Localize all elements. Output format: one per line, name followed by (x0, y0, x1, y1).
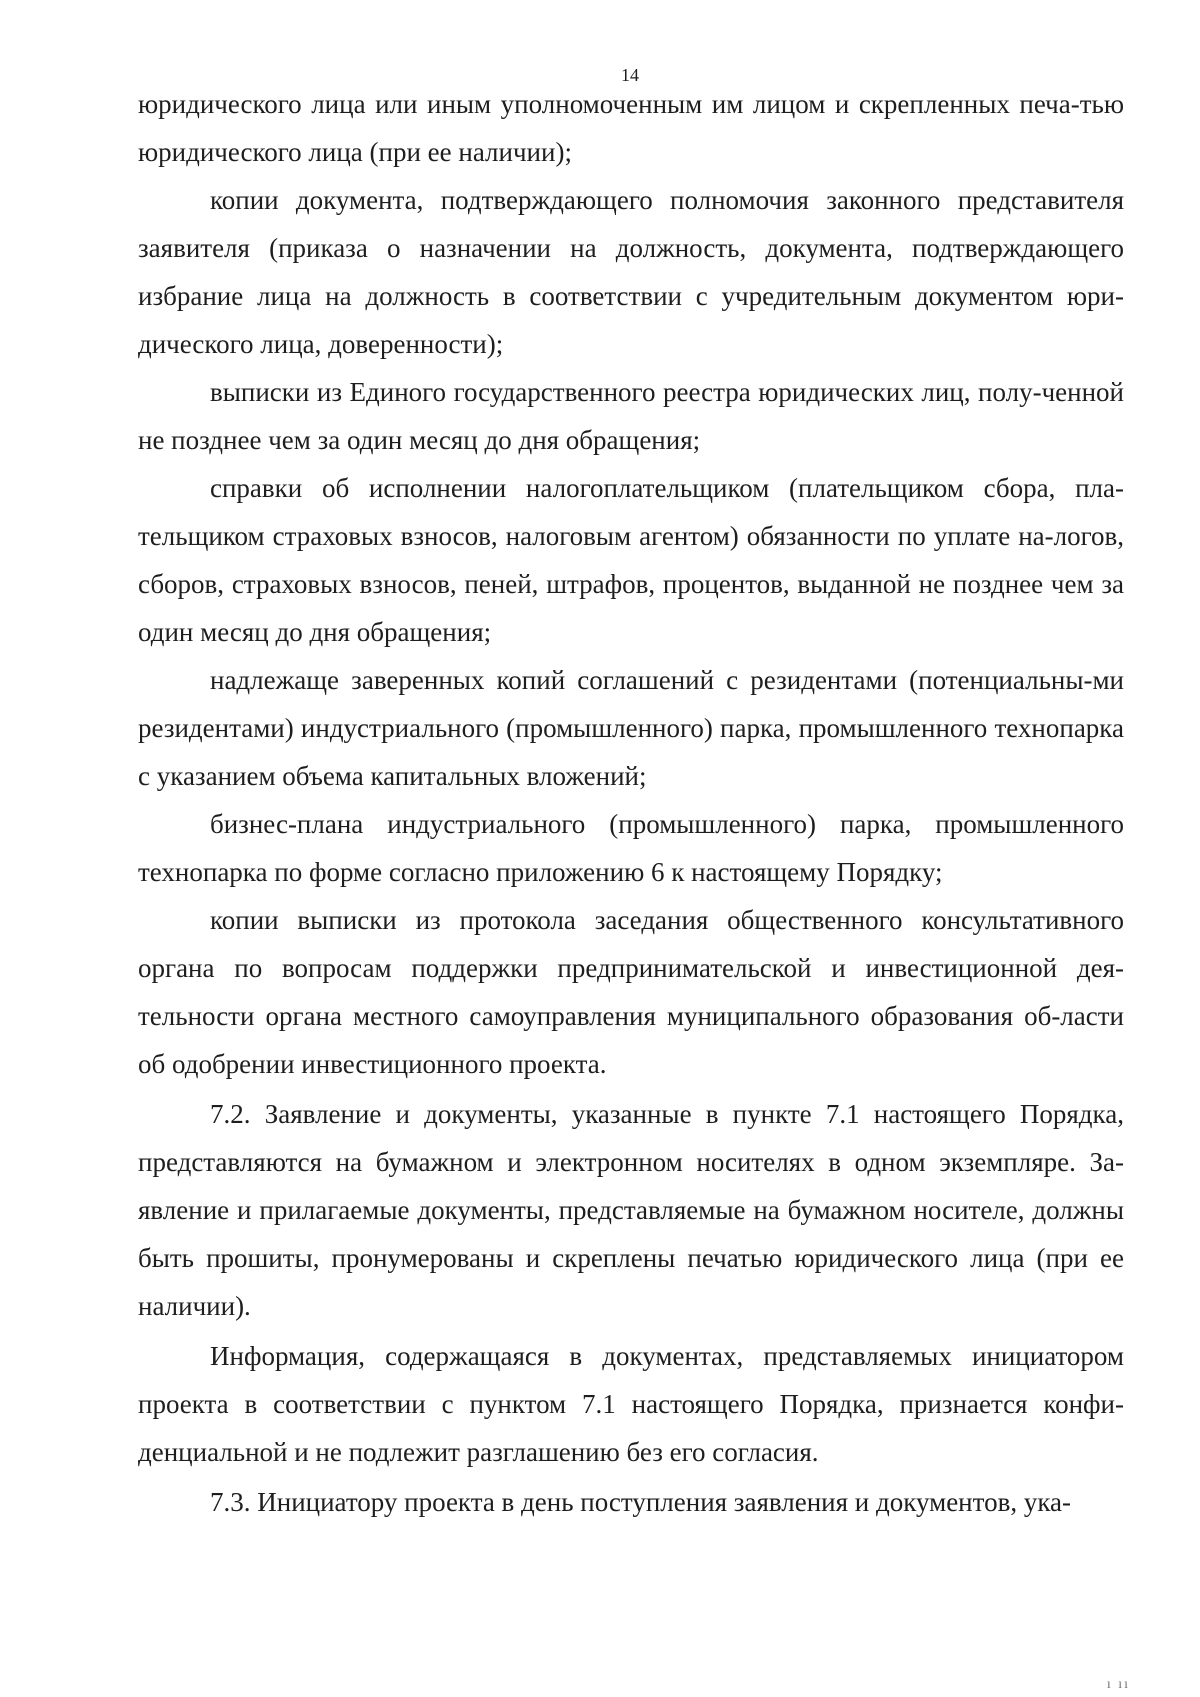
paragraph-continuation: юридического лица или иным уполномоченным им лицом и скрепленных печа-тью юридического лица (при ее наличии); (138, 89, 1124, 167)
paragraph-confidentiality: Информация, содержащаяся в документах, представляемых инициатором проекта в соответствии с пунктом 7.1 настоящего Порядка, признается конфи-денциальной и не подлежит разглашению без его согласия. (138, 1341, 1124, 1467)
scan-edge-mark: ı ıı (1106, 1677, 1130, 1692)
paragraph-resident-agreements: надлежаще заверенных копий соглашений с резидентами (потенциальны-ми резидентами) индустриального (промышленного) парка, промышленного технопарка с указанием объема капитальных вложений; (138, 665, 1124, 791)
document-body (138, 80, 1124, 1526)
page-number: 14 (621, 65, 639, 85)
paragraph-registry-extract: выписки из Единого государственного реестра юридических лиц, полу-ченной не позднее чем за один месяц до дня обращения; (138, 377, 1124, 455)
paragraph-protocol-extract: копии выписки из протокола заседания общественного консультативного органа по вопросам поддержки предпринимательской и инвестиционной дея-тельности органа местного самоуправления муниципального образования об-ласти об одобрении инвестиционного проекта. (138, 905, 1124, 1079)
paragraph-tax-certificate: справки об исполнении налогоплательщиком (плательщиком сбора, пла-тельщиком страховых взносов, налоговым агентом) обязанности по уплате на-логов, сборов, страховых взносов, пеней, штрафов, процентов, выданной не позднее чем за один месяц до дня обращения; (138, 473, 1124, 647)
paragraph-7-3: 7.3. Инициатору проекта в день поступления заявления и документов, ука- (210, 1487, 1072, 1517)
paragraph-copies-of-authority: копии документа, подтверждающего полномочия законного представителя заявителя (приказа о назначении на должность, документа, подтверждающего избрание лица на должность в соответствии с учредительным документом юри-дического лица, доверенности); (138, 185, 1124, 359)
paragraph-7-2: 7.2. Заявление и документы, указанные в пункте 7.1 настоящего Порядка, представляются на бумажном и электронном носителях в одном экземпляре. За-явление и прилагаемые документы, представляемые на бумажном носителе, должны быть прошиты, пронумерованы и скреплены печатью юридического лица (при ее наличии). (138, 1099, 1124, 1321)
paragraph-business-plan: бизнес-плана индустриального (промышленного) парка, промышленного технопарка по форме согласно приложению 6 к настоящему Порядку; (138, 809, 1124, 887)
